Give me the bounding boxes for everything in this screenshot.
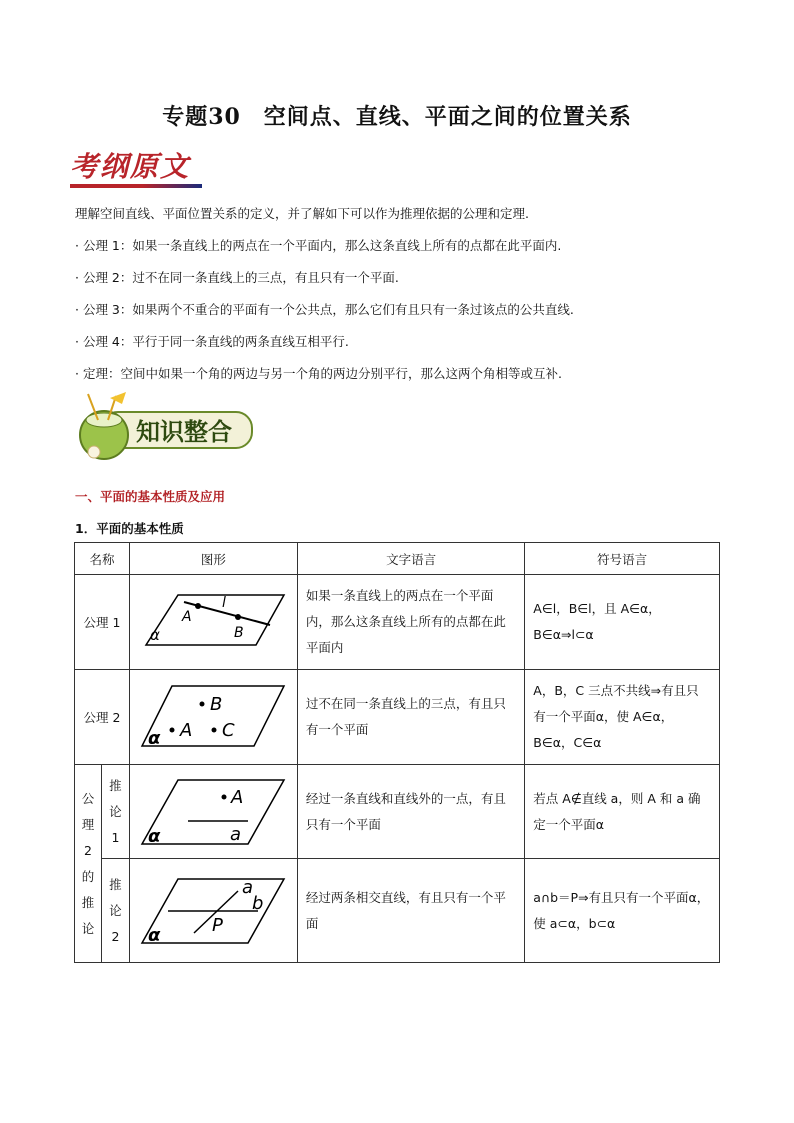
row-name: 公理 1 bbox=[75, 575, 130, 670]
axiom-1: · 公理 1：如果一条直线上的两点在一个平面内，那么这条直线上所有的点都在此平面内. bbox=[75, 238, 562, 253]
point-A bbox=[170, 728, 175, 733]
section-heading: 一、平面的基本性质及应用 bbox=[75, 489, 226, 504]
plane-shape bbox=[146, 595, 284, 645]
label-A: A bbox=[180, 720, 193, 741]
label-b: b bbox=[252, 892, 264, 914]
row-symbol: 若点 A∉直线 a，则 A 和 a 确定一个平面α bbox=[525, 765, 720, 859]
point-A bbox=[195, 603, 201, 609]
point-A bbox=[222, 794, 227, 799]
plane-properties-table bbox=[74, 542, 720, 963]
axiom-2: · 公理 2：过不在同一条直线上的三点，有且只有一个平面. bbox=[75, 270, 399, 285]
figure-corollary-1 bbox=[129, 765, 297, 859]
row-text: 经过两条相交直线，有且只有一个平面 bbox=[297, 859, 524, 963]
row-symbol: A∈l，B∈l，且 A∈α，B∈α⇒l⊂α bbox=[525, 575, 720, 670]
header-figure: 图形 bbox=[129, 543, 297, 575]
table-row bbox=[75, 765, 720, 859]
header-text-language: 文字语言 bbox=[297, 543, 524, 575]
exam-outline-banner bbox=[70, 150, 210, 190]
plane-shape bbox=[142, 780, 284, 844]
label-C: C bbox=[222, 720, 235, 741]
subsection-heading: 1．平面的基本性质 bbox=[75, 521, 184, 536]
point-C bbox=[212, 728, 217, 733]
label-A: A bbox=[182, 609, 192, 625]
row-text: 如果一条直线上的两点在一个平面内，那么这条直线上所有的点都在此平面内 bbox=[297, 575, 524, 670]
row-text: 经过一条直线和直线外的一点，有且只有一个平面 bbox=[297, 765, 524, 859]
row-symbol: a∩b＝P⇒有且只有一个平面α，使 a⊂α，b⊂α bbox=[525, 859, 720, 963]
theorem: · 定理：空间中如果一个角的两边与另一个角的两边分别平行，那么这两个角相等或互补. bbox=[75, 366, 562, 381]
label-alpha: α bbox=[148, 825, 161, 847]
label-l: l bbox=[222, 595, 227, 611]
row-sub-label: 推 论 2 bbox=[101, 859, 129, 963]
label-alpha: α bbox=[148, 728, 161, 749]
row-symbol: A，B，C 三点不共线⇒有且只有一个平面α，使 A∈α，B∈α，C∈α bbox=[525, 670, 720, 765]
page-title: 专题30 空间点、直线、平面之间的位置关系 bbox=[162, 104, 632, 130]
exam-outline-banner-text: 考纲原文 bbox=[70, 150, 191, 183]
header-symbol-language: 符号语言 bbox=[525, 543, 720, 575]
axiom-3: · 公理 3：如果两个不重合的平面有一个公共点，那么它们有且只有一条过该点的公共直线. bbox=[75, 302, 574, 317]
label-B: B bbox=[210, 694, 223, 715]
row-sub-label: 推 论 1 bbox=[101, 765, 129, 859]
axiom-4: · 公理 4：平行于同一条直线的两条直线互相平行. bbox=[75, 334, 349, 349]
label-a: a bbox=[242, 876, 254, 898]
figure-axiom-1 bbox=[129, 575, 297, 670]
knowledge-banner bbox=[74, 390, 254, 465]
table-row bbox=[75, 575, 720, 670]
label-alpha: α bbox=[148, 924, 161, 946]
header-name: 名称 bbox=[75, 543, 130, 575]
figure-corollary-2 bbox=[129, 859, 297, 963]
label-a: a bbox=[230, 823, 242, 845]
table-row bbox=[75, 859, 720, 963]
intro-text: 理解空间直线、平面位置关系的定义，并了解如下可以作为推理依据的公理和定理. bbox=[75, 206, 529, 221]
row-name: 公理 2 bbox=[75, 670, 130, 765]
table-row bbox=[75, 670, 720, 765]
banner-underline bbox=[70, 184, 202, 188]
point-B bbox=[235, 614, 241, 620]
coconut-icon bbox=[74, 390, 254, 465]
row-group-label: 公 理 2 的 推 论 bbox=[75, 765, 102, 963]
row-text: 过不在同一条直线上的三点，有且只有一个平面 bbox=[297, 670, 524, 765]
label-A: A bbox=[231, 786, 244, 808]
point-B bbox=[200, 702, 205, 707]
label-B: B bbox=[234, 625, 244, 641]
label-alpha: α bbox=[150, 626, 161, 644]
label-P: P bbox=[212, 914, 224, 936]
table-header-row bbox=[75, 543, 720, 575]
knowledge-banner-text: 知识整合 bbox=[136, 418, 232, 446]
figure-axiom-2 bbox=[129, 670, 297, 765]
